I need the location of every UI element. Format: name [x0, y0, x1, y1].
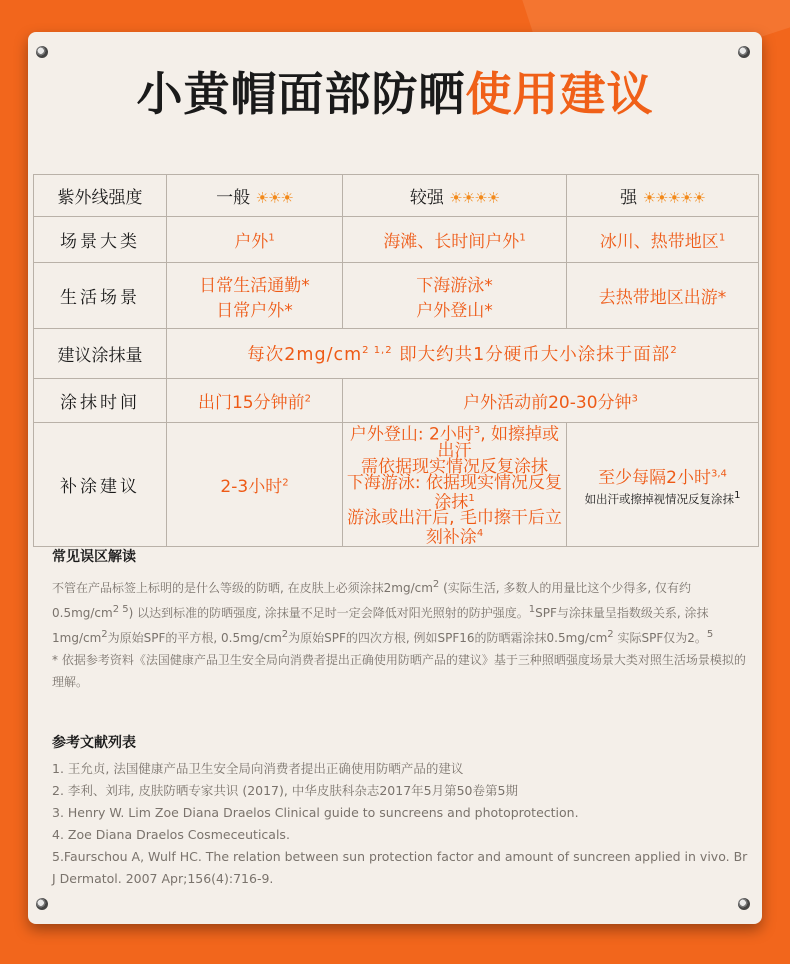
cell: 出门15分钟前$^2$: [167, 379, 343, 423]
reference-item: 3. Henry W. Lim Zoe Diana Draelos Clinical guide to suncreens and photoprotection.: [52, 805, 579, 820]
reference-item: 1. 王允贞, 法国健康产品卫生安全局向消费者提出正确使用防晒产品的建议: [52, 761, 464, 776]
screw-icon: [36, 898, 48, 910]
screw-icon: [36, 46, 48, 58]
reference-item: 5.Faurschou A, Wulf HC. The relation between sun protection factor and amount of suncreen applied in vivo. Br J Dermatol. 2007 Apr;156(4):716-9.: [52, 849, 748, 886]
cell: 至少每隔2小时$^{3,4}$ 如出汗或擦掉视情况反复涂抹$^1$: [567, 423, 759, 547]
table-row-life-scene: [34, 263, 759, 329]
notes-footnote: * 依据参考资料《法国健康产品卫生安全局向消费者提出正确使用防晒产品的建议》基于三种照晒强度场景大类对照生活场景模拟的理解。: [52, 653, 746, 689]
notes-heading: 常见误区解读: [52, 549, 136, 565]
cell: 冰川、热带地区$^1$: [567, 217, 759, 263]
notes-section: [52, 546, 752, 693]
sun-icons: ☀☀☀☀☀: [642, 189, 705, 207]
sun-icons: ☀☀☀☀: [449, 189, 500, 207]
uv-level-strong: 较强 ☀☀☀☀: [343, 175, 567, 217]
usage-table: [33, 174, 759, 547]
row-label-uv: 紫外线强度: [34, 175, 167, 217]
table-row-amount: [34, 329, 759, 379]
row-label-reapply: 补涂建议: [34, 423, 167, 547]
title-part-1: 小黄帽面部防晒: [136, 67, 466, 121]
references-heading: 参考文献列表: [52, 735, 136, 751]
cell: 下海游泳* 户外登山*: [343, 263, 567, 329]
sun-icons: ☀☀☀: [255, 189, 293, 207]
table-row-reapply: [34, 423, 759, 547]
screw-icon: [738, 46, 750, 58]
row-label-amount: 建议涂抹量: [34, 329, 167, 379]
cell: 日常生活通勤* 日常户外*: [167, 263, 343, 329]
uv-level-normal: 一般 ☀☀☀: [167, 175, 343, 217]
uv-level-intense: 强 ☀☀☀☀☀: [567, 175, 759, 217]
cell: 去热带地区出游*: [567, 263, 759, 329]
notes-paragraph: 不管在产品标签上标明的是什么等级的防晒, 在皮肤上必须涂抹$2mg/cm^2$ (实际生活, 多数人的用量比这个少得多, 仅有约$0.5mg/cm^{2 5}$) 以达到标准的防晒强度, 涂抹量不足时一定会降低对阳光照射的防护强度。$^1$SPF与涂抹量呈指数级关系, 涂抹$1mg/cm^2$为原始SPF的平方根, $0.5mg/cm^2$为原始SPF的四次方根, 例如SPF16的防晒霜涂抹$0.5mg/cm^2$ 实际SPF仅为2。$^5$: [52, 579, 714, 645]
cell: 2-3小时$^2$: [167, 423, 343, 547]
table-row-time: [34, 379, 759, 423]
reapply-detail-cell: 户外登山: 2小时$^3$, 如擦掉或出汗 需依据现实情况反复涂抹 下海游泳: 依据现实情况反复涂抹$^1$ 游泳或出汗后, 毛巾擦干后立刻补涂$^4$: [343, 423, 567, 547]
reference-item: 2. 李利、刘玮, 皮肤防晒专家共识 (2017), 中华皮肤科杂志2017年5月第50卷第5期: [52, 783, 518, 798]
page-title: [0, 58, 790, 124]
title-part-2: 使用建议: [465, 67, 654, 121]
references-section: [52, 732, 752, 890]
cell: 户外$^1$: [167, 217, 343, 263]
screw-icon: [738, 898, 750, 910]
cell: 户外活动前20-30分钟$^3$: [343, 379, 759, 423]
reference-item: 4. Zoe Diana Draelos Cosmeceuticals.: [52, 827, 290, 842]
table-row-uv: [34, 175, 759, 217]
row-label-time: 涂抹时间: [34, 379, 167, 423]
row-label-scene-type: 场景大类: [34, 217, 167, 263]
table-row-scene-type: [34, 217, 759, 263]
amount-cell: 每次$2mg/cm^{2 1,2}$ 即大约共1分硬币大小涂抹于面部$^2$: [167, 329, 759, 379]
cell: 海滩、长时间户外$^1$: [343, 217, 567, 263]
row-label-life-scene: 生活场景: [34, 263, 167, 329]
